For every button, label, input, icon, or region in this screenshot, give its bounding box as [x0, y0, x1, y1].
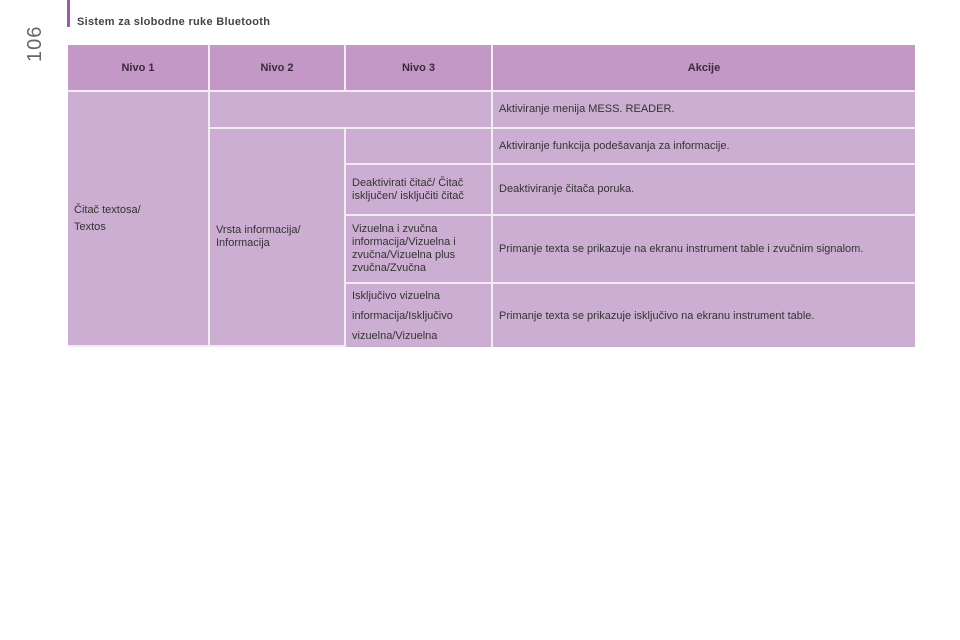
action-cell: Deaktiviranje čitača poruka. [493, 165, 915, 216]
page-accent-rule [67, 0, 70, 27]
level2-cell [210, 129, 346, 347]
level3-cell: Vizuelna i zvučna informacija/Vizuelna i zvučna/Vizuelna plus zvučna/Zvučna [346, 216, 493, 284]
level2-line: Informacija [216, 237, 270, 249]
action-cell: Aktiviranje funkcija podešavanja za informacije. [493, 129, 915, 165]
table-header-row [68, 45, 915, 92]
column-header-level1: Nivo 1 [68, 45, 210, 92]
action-cell: Primanje texta se prikazuje na ekranu instrument table i zvučnim signalom. [493, 216, 915, 284]
level-span-cell [210, 92, 493, 129]
level1-line: Čitač textosa/ [74, 203, 141, 216]
column-header-level2: Nivo 2 [210, 45, 346, 92]
menu-table [68, 45, 915, 347]
column-header-actions: Akcije [493, 45, 915, 92]
level1-line: Textos [74, 220, 106, 233]
level1-cell [68, 92, 210, 347]
level3-cell: Deaktivirati čitač/ Čitač isključen/ isključiti čitač [346, 165, 493, 216]
page-number: 106 [24, 25, 46, 62]
action-cell: Primanje texta se prikazuje isključivo na ekranu instrument table. [493, 284, 915, 347]
level2-line: Vrsta informacija/ [216, 224, 301, 236]
section-title: Sistem za slobodne ruke Bluetooth [77, 16, 271, 28]
level3-cell: Isključivo vizuelna informacija/Isključivo vizuelna/Vizuelna [346, 284, 493, 347]
column-header-level3: Nivo 3 [346, 45, 493, 92]
action-cell: Aktiviranje menija MESS. READER. [493, 92, 915, 129]
level3-cell [346, 129, 493, 165]
table-row [68, 92, 915, 129]
